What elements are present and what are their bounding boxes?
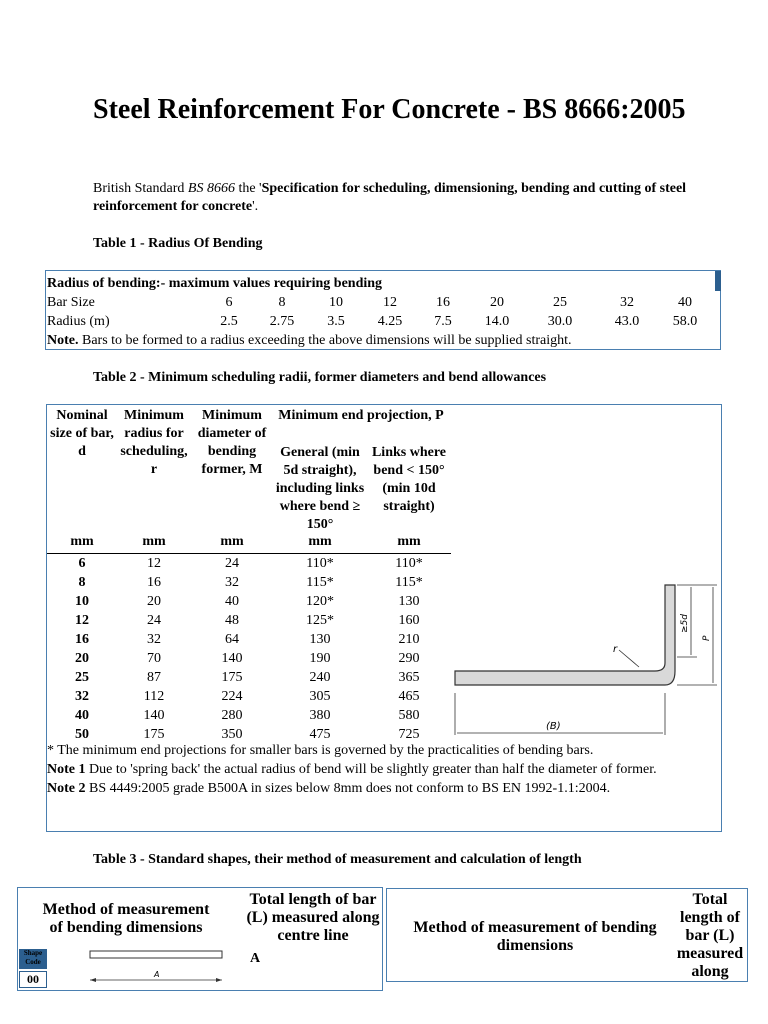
cell-bar-size: 10: [75, 594, 89, 609]
cell-links: 580: [398, 708, 420, 723]
cell-diameter: 280: [221, 708, 243, 723]
cell-bar-size: 50: [75, 727, 89, 742]
note2-text: BS 4449:2005 grade B500A in sizes below 8mm does not conform to BS EN 1992-1.1:2004.: [85, 781, 611, 796]
header-end-projection: Minimum end projection, P: [278, 408, 444, 423]
cell-radius: 12: [147, 556, 161, 571]
cell-radius: 70: [147, 651, 161, 666]
cell-diameter: 140: [221, 651, 243, 666]
intro-prefix: British Standard: [93, 181, 188, 196]
radius-of-bending-table: [45, 270, 721, 350]
radius-label: Radius (m): [47, 314, 110, 329]
length-value: A: [250, 951, 261, 966]
unit-cell: mm: [308, 534, 332, 549]
bar-size-row: [46, 293, 722, 312]
radius-cell: 2.75: [269, 314, 295, 329]
bar-size-cell: 40: [678, 295, 692, 310]
cell-diameter: 48: [225, 613, 239, 628]
bar-size-cell: 6: [225, 295, 233, 310]
bar-size-cell: 8: [278, 295, 286, 310]
scheduling-radii-table: [46, 404, 722, 832]
cell-links: 110*: [395, 556, 423, 571]
cell-radius: 112: [143, 689, 165, 704]
table1-caption: Table 1 - Radius Of Bending: [93, 236, 263, 251]
cell-links: 290: [398, 651, 420, 666]
cell-radius: 140: [143, 708, 165, 723]
note1-text: Due to 'spring back' the actual radius of bend will be slightly greater than half the diameter of former.: [85, 762, 657, 777]
cell-bar-size: 40: [75, 708, 89, 723]
cell-bar-size: 12: [75, 613, 89, 628]
method-header: Method of measurement of bending dimensions: [413, 919, 657, 954]
footnote: * The minimum end projections for smaller bars is governed by the practicalities of bending bars.: [47, 743, 594, 758]
bend-diagram: [451, 575, 723, 740]
cell-diameter: 175: [221, 670, 243, 685]
specification-title: Specification for scheduling, dimensioning, bending and cutting of steel reinforcement for concrete: [93, 181, 687, 214]
page-title: Steel Reinforcement For Concrete - BS 8666:2005: [93, 94, 686, 125]
shape-code-label: Shape Code: [19, 949, 47, 969]
table1-accent-bar: [715, 271, 721, 291]
intro-paragraph: [93, 180, 693, 216]
cell-bar-size: 16: [75, 632, 89, 647]
header-min-diameter: Minimum diameter of bending former, M: [197, 408, 267, 477]
radius-pointer: [619, 650, 639, 667]
note-text: Bars to be formed to a radius exceeding the above dimensions will be supplied straight.: [78, 333, 572, 348]
unit-cell: mm: [220, 534, 244, 549]
dim-label-a: A: [154, 970, 160, 979]
table1-header: Radius of bending:- maximum values requiring bending: [47, 276, 383, 291]
arrow-right-icon: [216, 978, 222, 982]
label-p: P: [702, 635, 712, 641]
table1-note: [47, 331, 572, 350]
cell-radius: 175: [143, 727, 165, 742]
note1-label: Note 1: [47, 762, 86, 777]
cell-general: 115*: [306, 575, 334, 590]
cell-diameter: 40: [225, 594, 239, 609]
bar-size-cell: 12: [383, 295, 397, 310]
label-r: r: [613, 644, 618, 655]
cell-diameter: 32: [225, 575, 239, 590]
note-2: [47, 779, 687, 798]
label-5d: ≥5d: [680, 614, 690, 633]
method-header: Method of measurement of bending dimensions: [42, 901, 210, 936]
length-header: Total length of bar (L) measured along centre line: [246, 891, 380, 944]
bar-size-cell: 20: [490, 295, 504, 310]
cell-links: 160: [398, 613, 420, 628]
bar-size-cell: 25: [553, 295, 567, 310]
cell-links: 465: [398, 689, 420, 704]
header-nominal-size: Nominal size of bar, d: [50, 408, 114, 459]
intro-suffix: '.: [252, 199, 259, 214]
arrow-left-icon: [90, 978, 96, 982]
shapes-table-left: [17, 887, 383, 991]
cell-diameter: 64: [225, 632, 239, 647]
cell-general: 125*: [306, 613, 334, 628]
bar-size-cell: 16: [436, 295, 450, 310]
cell-diameter: 24: [225, 556, 239, 571]
cell-diameter: 350: [221, 727, 243, 742]
cell-general: 190: [309, 651, 331, 666]
note2-label: Note 2: [47, 781, 86, 796]
cell-general: 120*: [306, 594, 334, 609]
cell-general: 240: [309, 670, 331, 685]
header-links: Links where bend < 150° (min 10d straight): [371, 445, 447, 514]
shapes-table-right: [386, 888, 748, 982]
radius-cell: 7.5: [434, 314, 452, 329]
radius-cell: 14.0: [484, 314, 510, 329]
cell-radius: 16: [147, 575, 161, 590]
cell-links: 365: [398, 670, 420, 685]
cell-links: 130: [398, 594, 420, 609]
shape-code-value: 00: [19, 971, 47, 988]
table2-notes: [47, 741, 687, 798]
header-min-radius: Minimum radius for scheduling, r: [120, 408, 188, 477]
cell-radius: 24: [147, 613, 161, 628]
bar-size-cell: 32: [620, 295, 634, 310]
straight-bar-shape: [90, 951, 222, 958]
cell-bar-size: 32: [75, 689, 89, 704]
intro-mid: the ': [234, 181, 262, 196]
straight-bar-diagram: [88, 948, 228, 988]
cell-radius: 87: [147, 670, 161, 685]
cell-general: 475: [309, 727, 331, 742]
unit-cell: mm: [142, 534, 166, 549]
radius-cell: 30.0: [547, 314, 573, 329]
cell-diameter: 224: [221, 689, 243, 704]
cell-bar-size: 6: [78, 556, 86, 571]
unit-cell: mm: [70, 534, 94, 549]
cell-general: 130: [309, 632, 331, 647]
cell-links: 210: [398, 632, 420, 647]
note-label: Note.: [47, 333, 79, 348]
radius-cell: 58.0: [672, 314, 698, 329]
cell-links: 115*: [395, 575, 423, 590]
standard-name: BS 8666: [187, 181, 235, 196]
radius-row: [46, 312, 722, 331]
bent-bar-shape: [455, 585, 675, 685]
header-general: General (min 5d straight), including links where bend ≥ 150°: [275, 445, 365, 532]
bar-size-cell: 10: [329, 295, 343, 310]
radius-cell: 4.25: [377, 314, 403, 329]
cell-radius: 20: [147, 594, 161, 609]
cell-links: 725: [398, 727, 420, 742]
radius-cell: 43.0: [614, 314, 640, 329]
cell-general: 380: [309, 708, 331, 723]
cell-bar-size: 8: [78, 575, 86, 590]
cell-general: 110*: [306, 556, 334, 571]
label-b: (B): [546, 721, 561, 732]
table3-caption: Table 3 - Standard shapes, their method of measurement and calculation of length: [93, 852, 582, 867]
radius-cell: 2.5: [220, 314, 238, 329]
length-header: Total length of bar (L) measured along: [676, 891, 744, 980]
cell-bar-size: 25: [75, 670, 89, 685]
cell-bar-size: 20: [75, 651, 89, 666]
cell-radius: 32: [147, 632, 161, 647]
radius-cell: 3.5: [327, 314, 345, 329]
table2-caption: Table 2 - Minimum scheduling radii, former diameters and bend allowances: [93, 370, 547, 385]
cell-general: 305: [309, 689, 331, 704]
bar-size-label: Bar Size: [47, 295, 95, 310]
note-1: [47, 760, 687, 779]
unit-cell: mm: [397, 534, 421, 549]
